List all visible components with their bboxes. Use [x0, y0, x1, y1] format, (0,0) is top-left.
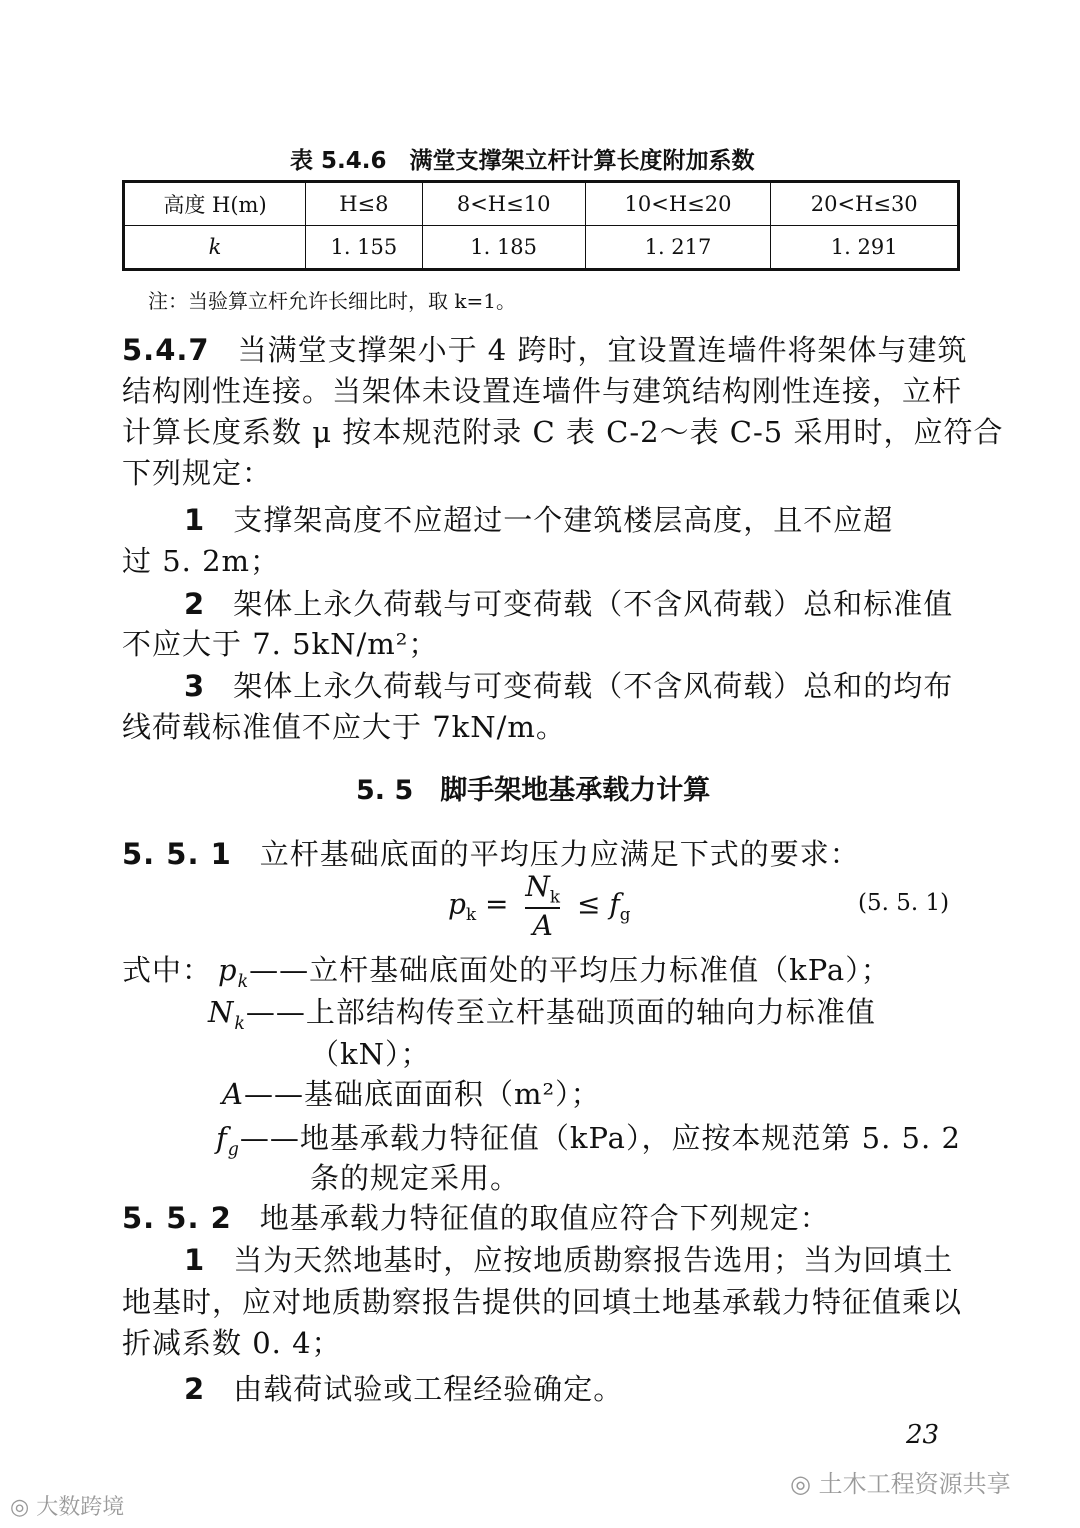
clause-5-5-2-line [122, 1196, 830, 1237]
item-number: 1 [184, 1243, 206, 1277]
table-cell: 1. 291 [771, 226, 959, 270]
item-number: 2 [184, 587, 206, 621]
list-item [184, 582, 953, 623]
table-cell: 8<H≤10 [422, 182, 585, 226]
table-cell: 1. 185 [422, 226, 585, 270]
wechat-icon: ◎ [10, 1495, 30, 1520]
watermark-right [790, 1464, 1011, 1499]
watermark-text: 大数跨境 [36, 1495, 125, 1520]
list-item [184, 664, 953, 705]
formula-fraction: $\frac{N_k}{A}$ [525, 870, 561, 942]
definition-text: ——上部结构传至立杆基础顶面的轴向力标准值 [245, 995, 876, 1029]
table-row-header: k [124, 226, 306, 270]
list-item [184, 1367, 623, 1408]
where-label: 式中： $p_k——$立杆基础底面处的平均压力标准值（kPa）； [122, 953, 891, 992]
clause-text: 地基承载力特征值的取值应符合下列规定： [259, 1201, 830, 1235]
item-text: 架体上永久荷载与可变荷载（不含风荷载）总和标准值 [233, 587, 954, 621]
item-text: 当为天然地基时，应按地质勘察报告选用；当为回填土 [233, 1243, 954, 1277]
page-number: 23 [906, 1420, 940, 1450]
formula: $p_k$ = $\frac{N_k}{A}$ ≤ $f_g$ [448, 870, 631, 942]
table-caption: 表 5.4.6 满堂支撑架立杆计算长度附加系数 [290, 148, 755, 174]
item-text: 过 5. 2m； [122, 544, 281, 578]
clause-number: 5. 5. 1 [122, 837, 232, 871]
watermark-text: 土木工程资源共享 [818, 1470, 1011, 1498]
list-item [184, 498, 893, 539]
definition-text: （kN）； [310, 1037, 431, 1071]
table-row [124, 226, 959, 270]
clause-number: 5.4.7 [122, 333, 210, 367]
item-text: 由载荷试验或工程经验确定。 [233, 1372, 624, 1406]
section-title: 5. 5 脚手架地基承载力计算 [356, 775, 711, 806]
wechat-icon: ◎ [790, 1470, 811, 1498]
formula-number: (5. 5. 1) [858, 890, 950, 916]
table-note: 注：当验算立杆允许长细比时，取 k=1。 [148, 289, 516, 313]
where-text: 式中： [122, 953, 213, 987]
item-number: 1 [184, 503, 206, 537]
item-text: 支撑架高度不应超过一个建筑楼层高度，且不应超 [233, 503, 894, 537]
clause-5-5-1-line [122, 832, 860, 873]
clause-text: 结构刚性连接。当架体未设置连墙件与建筑结构刚性连接，立杆 [122, 374, 963, 408]
clause-text: 当满堂支撑架小于 4 跨时，宜设置连墙件将架体与建筑 [237, 333, 968, 367]
definition: $f_g——$地基承载力特征值（kPa），应按本规范第 5. 5. 2 [216, 1121, 961, 1160]
item-text: 架体上永久荷载与可变荷载（不含风荷载）总和的均布 [233, 669, 954, 703]
item-text: 不应大于 7. 5kN/m²； [122, 627, 439, 661]
clause-text: 下列规定： [122, 456, 273, 490]
item-text: 折减系数 0. 4； [122, 1326, 342, 1360]
clause-5-4-7-line [122, 328, 967, 369]
table-cell: H≤8 [306, 182, 423, 226]
coefficient-table [122, 180, 960, 271]
table-row [124, 182, 959, 226]
table-cell: 10<H≤20 [585, 182, 771, 226]
table-cell: 20<H≤30 [771, 182, 959, 226]
item-text: 地基时，应对地质勘察报告提供的回填土地基承载力特征值乘以 [122, 1285, 963, 1319]
clause-number: 5. 5. 2 [122, 1201, 232, 1235]
clause-text: 计算长度系数 μ 按本规范附录 C 表 C-2～表 C-5 采用时，应符合 [122, 415, 1004, 449]
watermark-left [10, 1490, 124, 1521]
definition-text: 条的规定采用。 [310, 1161, 521, 1195]
item-number: 3 [184, 669, 206, 703]
definition-text: ——地基承载力特征值（kPa），应按本规范第 5. 5. 2 [239, 1121, 961, 1155]
definition: $N_k——$上部结构传至立杆基础顶面的轴向力标准值 [208, 995, 876, 1034]
list-item [184, 1238, 953, 1279]
table-cell: 1. 217 [585, 226, 771, 270]
table-cell: 1. 155 [306, 226, 423, 270]
clause-text: 立杆基础底面的平均压力应满足下式的要求： [259, 837, 860, 871]
definition: A——基础底面面积（m²）； [222, 1077, 601, 1111]
item-number: 2 [184, 1372, 206, 1406]
definition-text: ——基础底面面积（m²）； [243, 1077, 601, 1111]
item-text: 线荷载标准值不应大于 7kN/m。 [122, 710, 566, 744]
definition-text: ——立杆基础底面处的平均压力标准值（kPa）； [249, 953, 891, 987]
table-row-header: 高度 H(m) [124, 182, 306, 226]
